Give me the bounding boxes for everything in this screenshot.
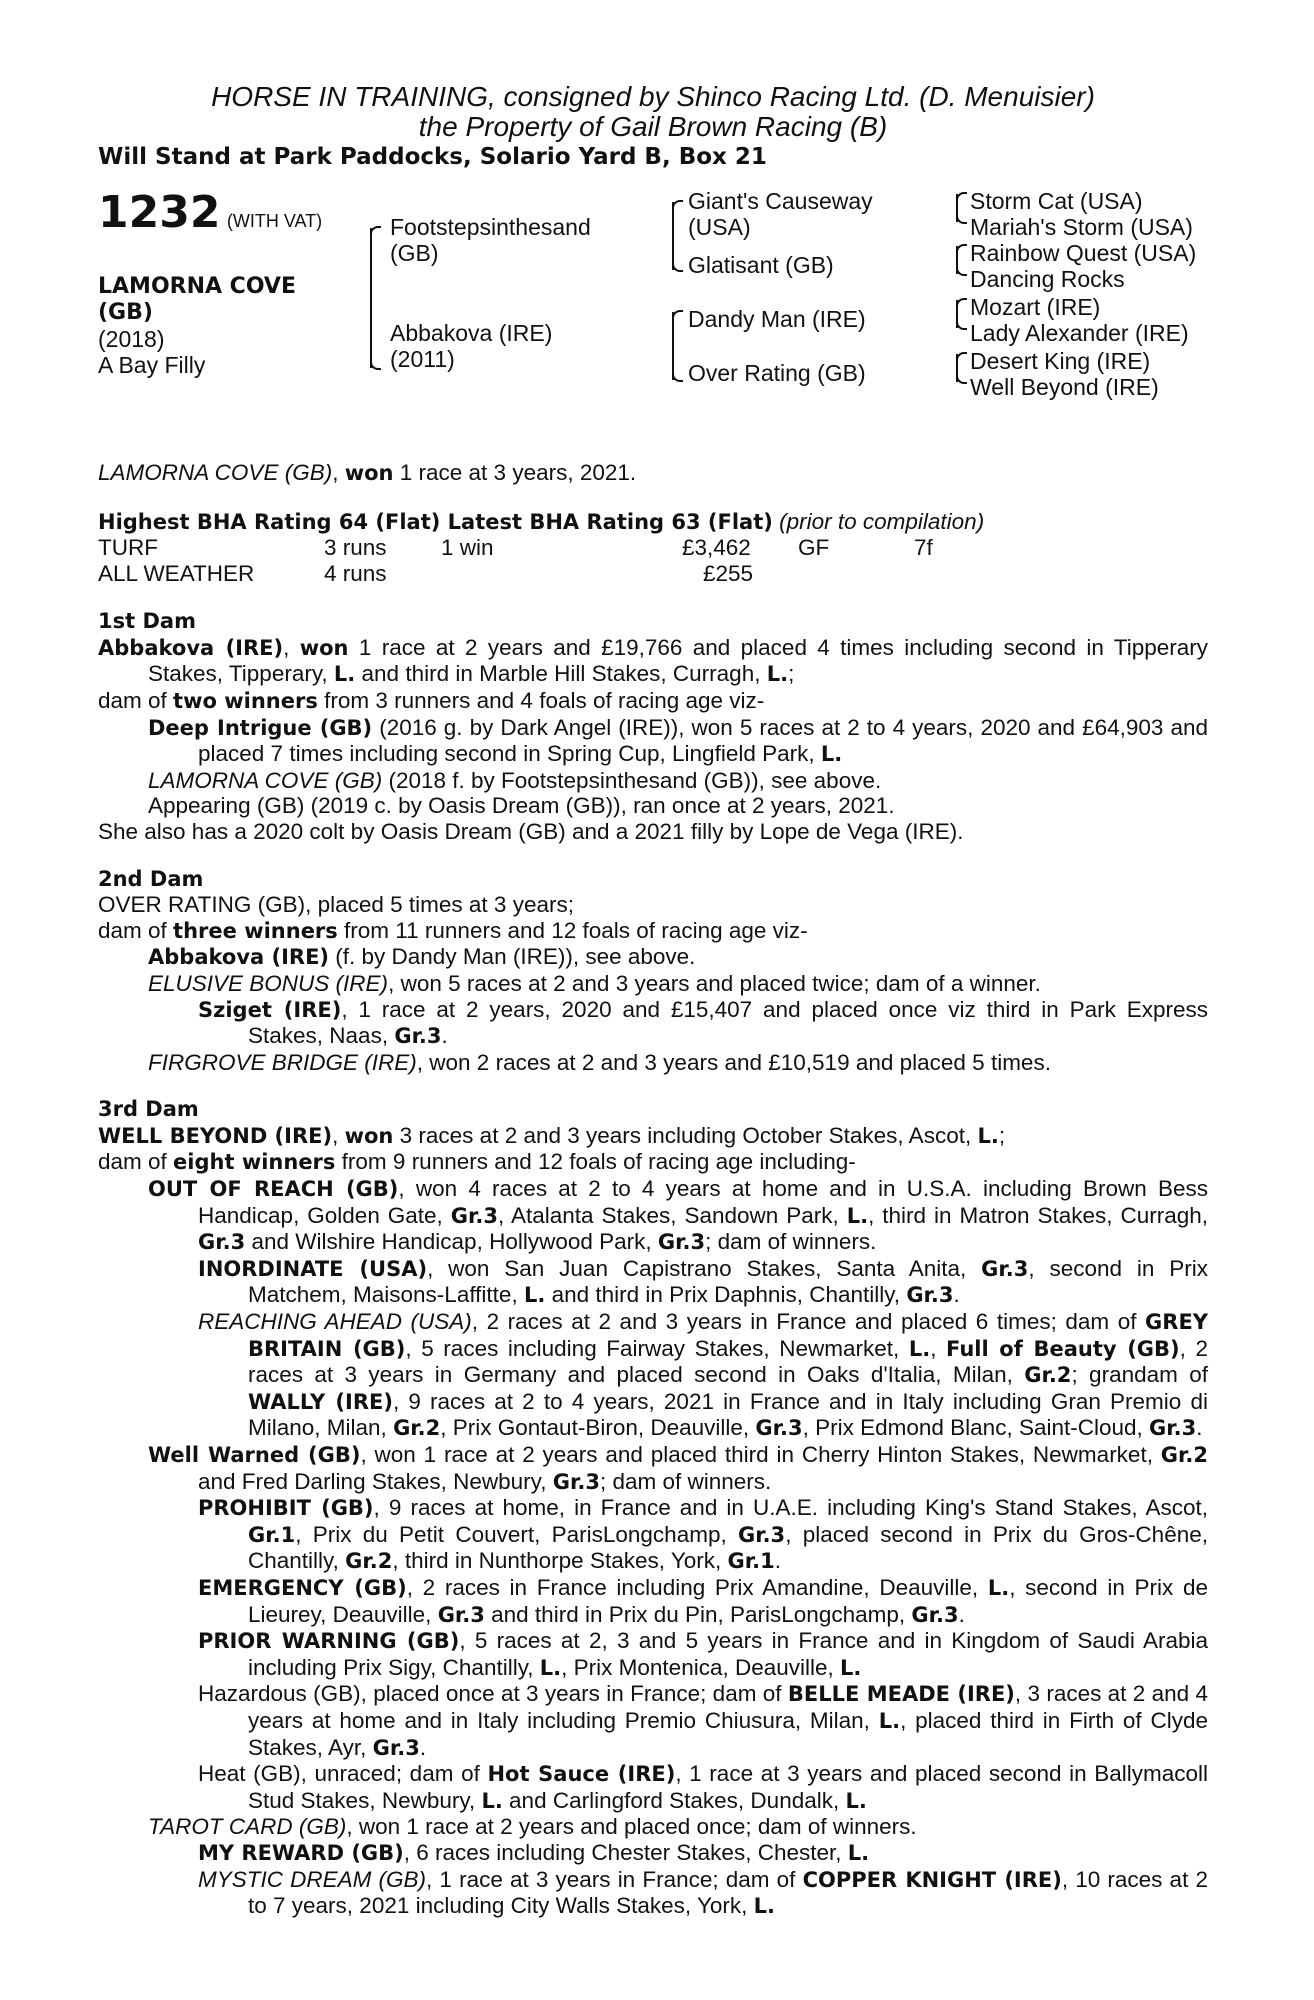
produce-record: OUT OF REACH (GB), won 4 races at 2 to 4 years at home and in U.S.A. including Brown Bess Handicap, Golden Gate, Gr.3, Atalanta Stakes, Sandown Park, L., third in Matron Stakes, Curragh, Gr.3 and Wilshire Handicap, Hollywood Park, Gr.3; dam of winners. [148, 1176, 1208, 1255]
produce-record: PROHIBIT (GB), 9 races at home, in France and in U.A.E. including King's Stand Stakes, Ascot, Gr.1, Prix du Petit Couvert, ParisLongchamp, Gr.3, placed second in Prix du Gros-Chêne, Chantilly, Gr.2, third in Nunthorpe Stakes, York, Gr.1. [198, 1495, 1209, 1574]
produce-record: WELL BEYOND (IRE), won 3 races at 2 and 3 years including October Stakes, Ascot, L.; [98, 1122, 1006, 1148]
produce-record: Sziget (IRE), 1 race at 2 years, 2020 and £15,407 and placed once viz third in Park Express Stakes, Naas, Gr.3. [198, 996, 1209, 1049]
lot-number: 1232 (WITH VAT) [98, 187, 323, 238]
produce-record: PRIOR WARNING (GB), 5 races at 2, 3 and 5 years in France and in Kingdom of Saudi Arabia including Prix Sigy, Chantilly, L., Prix Montenica, Deauville, L. [198, 1628, 1208, 1680]
brace-g2 [956, 246, 958, 274]
horse-name-suffix: (GB) [98, 300, 153, 325]
produce-record: OVER RATING (GB), placed 5 times at 3 years; [98, 892, 574, 918]
dam: Abbakova (IRE) (2011) [390, 320, 553, 372]
dam-section [98, 1097, 1208, 1919]
consignor-line: HORSE IN TRAINING, consigned by Shinco Racing Ltd. (D. Menuisier) [211, 81, 1095, 112]
vat-note: (WITH VAT) [226, 211, 323, 231]
section-title: 3rd Dam [98, 1097, 199, 1122]
sire-sire: Giant's Causeway (USA) [688, 188, 873, 240]
brace-g3 [956, 300, 958, 328]
dam-section [98, 609, 1208, 844]
produce-record: dam of eight winners from 9 runners and 12 foals of racing age including- [98, 1149, 856, 1175]
produce-record: LAMORNA COVE (GB) (2018 f. by Footstepsinthesand (GB)), see above. [148, 767, 882, 793]
brace-g4 [956, 354, 958, 382]
produce-record: She also has a 2020 colt by Oasis Dream (GB) and a 2021 filly by Lope de Vega (IRE). [98, 818, 964, 844]
grandsire-line-4: Desert King (IRE) Well Beyond (IRE) [970, 348, 1159, 400]
produce-record: Abbakova (IRE), won 1 race at 2 years and £19,766 and placed 4 times including second in Tipperary Stakes, Tipperary, L. and third in Marble Hill Stakes, Curragh, L.; [98, 634, 1208, 687]
produce-record: Deep Intrigue (GB) (2016 g. by Dark Angel (IRE)), won 5 races at 2 to 4 years, 2020 and £64,903 and placed 7 times including second in Spring Cup, Lingfield Park, L. [148, 714, 1209, 767]
produce-record: MY REWARD (GB), 6 races including Chester Stakes, Chester, L. [198, 1839, 870, 1865]
property-line: the Property of Gail Brown Racing (B) [418, 111, 888, 142]
dam-sire: Dandy Man (IRE) [688, 306, 866, 332]
stand-location: Will Stand at Park Paddocks, Solario Yard B, Box 21 [98, 144, 767, 170]
produce-record: EMERGENCY (GB), 2 races in France including Prix Amandine, Deauville, L., second in Prix de Lieurey, Deauville, Gr.3 and third in Prix du Pin, ParisLongchamp, Gr.3. [198, 1574, 1208, 1627]
dam-dam: Over Rating (GB) [688, 360, 866, 386]
produce-record: Abbakova (IRE) (f. by Dandy Man (IRE)), see above. [148, 944, 696, 970]
produce-record: FIRGROVE BRIDGE (IRE), won 2 races at 2 and 3 years and £10,519 and placed 5 times. [148, 1049, 1051, 1075]
brace-g1 [956, 194, 958, 222]
catalogue-page [98, 82, 1208, 1920]
horse-name: LAMORNA COVE [98, 274, 296, 299]
produce-record: REACHING AHEAD (USA), 2 races at 2 and 3 years in France and placed 6 times; dam of GREY BRITAIN (GB), 5 races including Fairway Stakes, Newmarket, L., Full of Beauty (GB), 2 races at 3 years in Germany and placed second in Oaks d'Italia, Milan, Gr.2; grandam of WALLY (IRE), 9 races at 2 to 4 years, 2021 in France and in Italy including Gran Premio di Milano, Milan, Gr.2, Prix Gontaut-Biron, Deauville, Gr.3, Prix Edmond Blanc, Saint-Cloud, Gr.3. [198, 1309, 1209, 1441]
brace-main [370, 228, 372, 368]
grandsire-line-2: Rainbow Quest (USA) Dancing Rocks [970, 240, 1197, 292]
dam-section [98, 867, 1208, 1076]
produce-record: INORDINATE (USA), won San Juan Capistrano Stakes, Santa Anita, Gr.3, second in Prix Matchem, Maisons-Laffitte, L. and third in Prix Daphnis, Chantilly, Gr.3. [198, 1255, 1208, 1308]
rating-heading: Highest BHA Rating 64 (Flat) Latest BHA Rating 63 (Flat) (prior to compilation) [98, 508, 985, 534]
section-title: 2nd Dam [98, 866, 204, 891]
race-summary: LAMORNA COVE (GB), won 1 race at 3 years, 2021. [98, 460, 637, 485]
sire: Footstepsinthesand (GB) [390, 214, 591, 266]
produce-record: dam of three winners from 11 runners and 12 foals of racing age viz- [98, 917, 808, 943]
sire-dam: Glatisant (GB) [688, 252, 834, 278]
dam-sections [98, 609, 1208, 1920]
produce-record: Well Warned (GB), won 1 race at 2 years and placed third in Cherry Hinton Stakes, Newmarket, Gr.2 and Fred Darling Stakes, Newbury, Gr.3; dam of winners. [148, 1442, 1208, 1494]
grandsire-line-3: Mozart (IRE) Lady Alexander (IRE) [970, 294, 1189, 346]
pedigree-block [98, 188, 1208, 438]
foaling-year: (2018) [98, 326, 165, 352]
produce-record: Hazardous (GB), placed once at 3 years in France; dam of BELLE MEADE (IRE), 3 races at 2 and 4 years at home and in Italy including Premio Chiusura, Milan, L., placed third in Firth of Clyde Stakes, Ayr, Gr.3. [198, 1681, 1208, 1760]
grandsire-line-1: Storm Cat (USA) Mariah's Storm (USA) [970, 188, 1193, 240]
produce-record: MYSTIC DREAM (GB), 1 race at 3 years in France; dam of COPPER KNIGHT (IRE), 10 races at 2 to 7 years, 2021 including City Walls Stakes, York, L. [198, 1866, 1208, 1919]
brace-dam [672, 312, 674, 380]
produce-record: ELUSIVE BONUS (IRE), won 5 races at 2 and 3 years and placed twice; dam of a winner. [148, 970, 1041, 996]
produce-record: Heat (GB), unraced; dam of Hot Sauce (IRE), 1 race at 3 years and placed second in Ballymacoll Stud Stakes, Newbury, L. and Carlingford Stakes, Dundalk, L. [198, 1761, 1208, 1813]
horse-description: A Bay Filly [98, 352, 206, 378]
produce-record: TAROT CARD (GB), won 1 race at 2 years and placed once; dam of winners. [148, 1814, 917, 1840]
produce-record: Appearing (GB) (2019 c. by Oasis Dream (GB)), ran once at 2 years, 2021. [148, 793, 895, 819]
produce-record: dam of two winners from 3 runners and 4 foals of racing age viz- [98, 687, 765, 713]
section-title: 1st Dam [98, 609, 196, 634]
rating-table: TURF 3 runs 1 win £3,462 GF 7f ALL WEATHER 4 runs £255 [98, 535, 933, 587]
brace-sire [672, 202, 674, 270]
